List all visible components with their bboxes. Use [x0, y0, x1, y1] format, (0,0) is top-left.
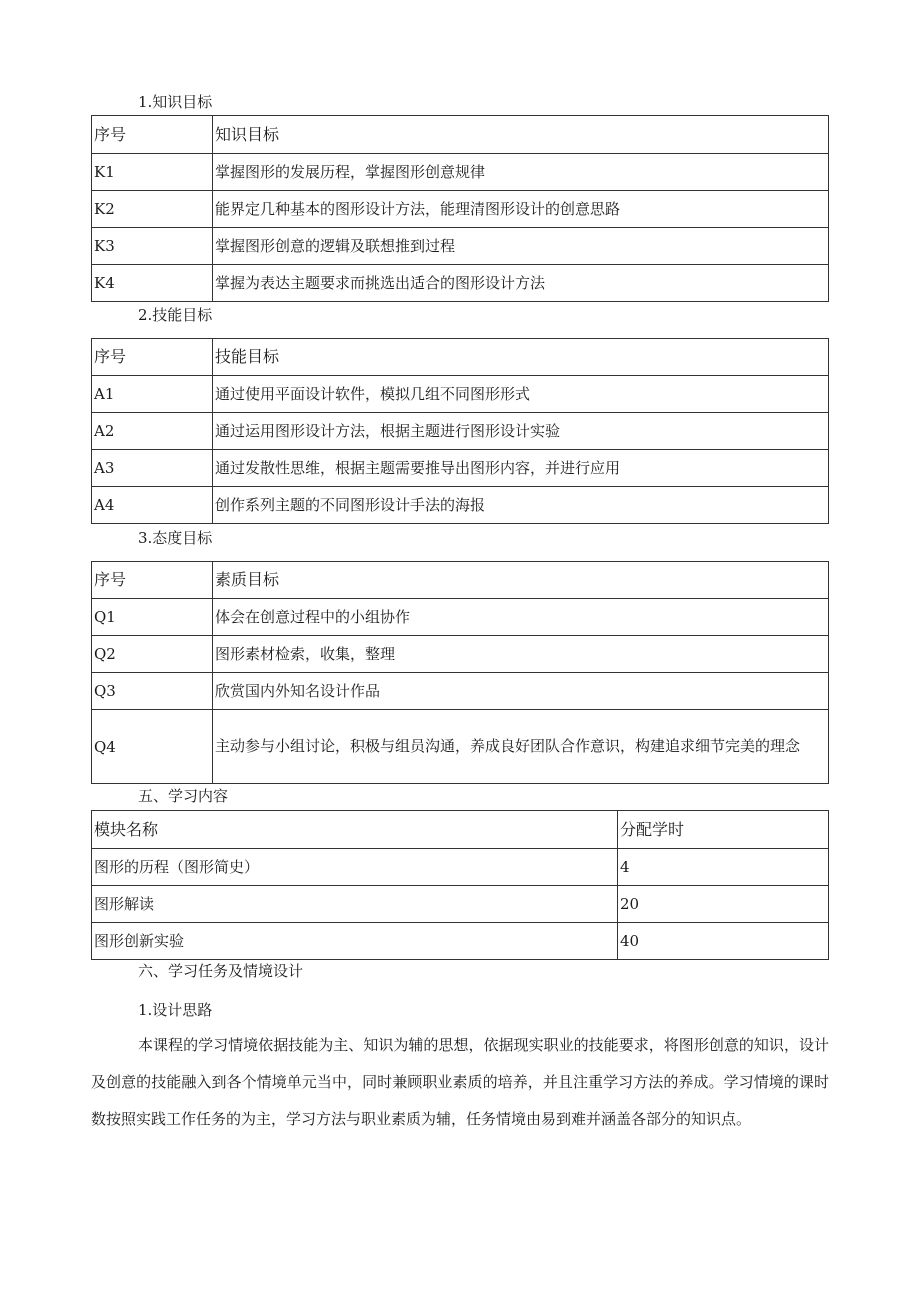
hours-cell: 20: [618, 886, 829, 923]
header-cell: 技能目标: [213, 339, 829, 376]
knowledge-goals-heading: 1.知识目标: [138, 93, 213, 111]
goal-cell: 能界定几种基本的图形设计方法，能理清图形设计的创意思路: [213, 191, 829, 228]
goal-cell: 掌握图形创意的逻辑及联想推到过程: [213, 228, 829, 265]
code-cell: Q3: [92, 673, 213, 710]
tasks-heading: 六、学习任务及情境设计: [138, 962, 304, 980]
header-cell: 分配学时: [618, 811, 829, 849]
table-row: [92, 487, 829, 524]
hours-cell: 4: [618, 849, 829, 886]
learning-content-table: [91, 810, 829, 960]
code-cell: Q1: [92, 599, 213, 636]
table-row: [92, 636, 829, 673]
goal-cell: 创作系列主题的不同图形设计手法的海报: [213, 487, 829, 524]
goal-cell: 图形素材检索，收集，整理: [213, 636, 829, 673]
header-cell: 序号: [92, 339, 213, 376]
code-cell: A2: [92, 413, 213, 450]
skill-goals-table: [91, 338, 829, 524]
table-row: [92, 923, 829, 960]
table-row: [92, 376, 829, 413]
code-cell: K2: [92, 191, 213, 228]
learning-content-heading: 五、学习内容: [138, 787, 229, 805]
table-row: [92, 228, 829, 265]
table-header-row: [92, 811, 829, 849]
table-row: [92, 886, 829, 923]
table-header-row: [92, 339, 829, 376]
table-row: [92, 154, 829, 191]
table-row: [92, 191, 829, 228]
module-cell: 图形创新实验: [92, 923, 618, 960]
table-header-row: [92, 116, 829, 154]
table-row: [92, 710, 829, 784]
code-cell: K3: [92, 228, 213, 265]
goal-cell: 掌握为表达主题要求而挑选出适合的图形设计方法: [213, 265, 829, 302]
table-row: [92, 673, 829, 710]
module-cell: 图形的历程（图形简史）: [92, 849, 618, 886]
code-cell: Q4: [92, 710, 213, 784]
table-header-row: [92, 562, 829, 599]
header-cell: 序号: [92, 562, 213, 599]
table-row: [92, 450, 829, 487]
goal-cell: 掌握图形的发展历程，掌握图形创意规律: [213, 154, 829, 191]
table-row: [92, 265, 829, 302]
table-row: [92, 599, 829, 636]
code-cell: K4: [92, 265, 213, 302]
code-cell: A3: [92, 450, 213, 487]
header-cell: 知识目标: [213, 116, 829, 154]
code-cell: A4: [92, 487, 213, 524]
attitude-goals-heading: 3.态度目标: [138, 529, 213, 547]
skill-goals-heading: 2.技能目标: [138, 306, 213, 324]
goal-cell: 体会在创意过程中的小组协作: [213, 599, 829, 636]
design-idea-paragraph: 本课程的学习情境依据技能为主、知识为辅的思想，依据现实职业的技能要求，将图形创意的知识，设计及创意的技能融入到各个情境单元当中，同时兼顾职业素质的培养，并且注重学习方法的养成。学习情境的课时数按照实践工作任务的为主，学习方法与职业素质为辅，任务情境由易到难并涵盖各部分的知识点。: [91, 1036, 829, 1128]
goal-cell: 通过运用图形设计方法，根据主题进行图形设计实验: [213, 413, 829, 450]
goal-cell: 欣赏国内外知名设计作品: [213, 673, 829, 710]
code-cell: A1: [92, 376, 213, 413]
knowledge-goals-table: [91, 115, 829, 302]
header-cell: 模块名称: [92, 811, 618, 849]
header-cell: 素质目标: [213, 562, 829, 599]
design-idea-heading: 1.设计思路: [138, 1001, 213, 1019]
table-row: [92, 849, 829, 886]
attitude-goals-table: [91, 561, 829, 784]
table-row: [92, 413, 829, 450]
goal-cell: 通过发散性思维，根据主题需要推导出图形内容，并进行应用: [213, 450, 829, 487]
goal-cell: 通过使用平面设计软件，模拟几组不同图形形式: [213, 376, 829, 413]
code-cell: K1: [92, 154, 213, 191]
header-cell: 序号: [92, 116, 213, 154]
hours-cell: 40: [618, 923, 829, 960]
goal-cell: 主动参与小组讨论，积极与组员沟通，养成良好团队合作意识，构建追求细节完美的理念: [213, 710, 829, 784]
module-cell: 图形解读: [92, 886, 618, 923]
code-cell: Q2: [92, 636, 213, 673]
